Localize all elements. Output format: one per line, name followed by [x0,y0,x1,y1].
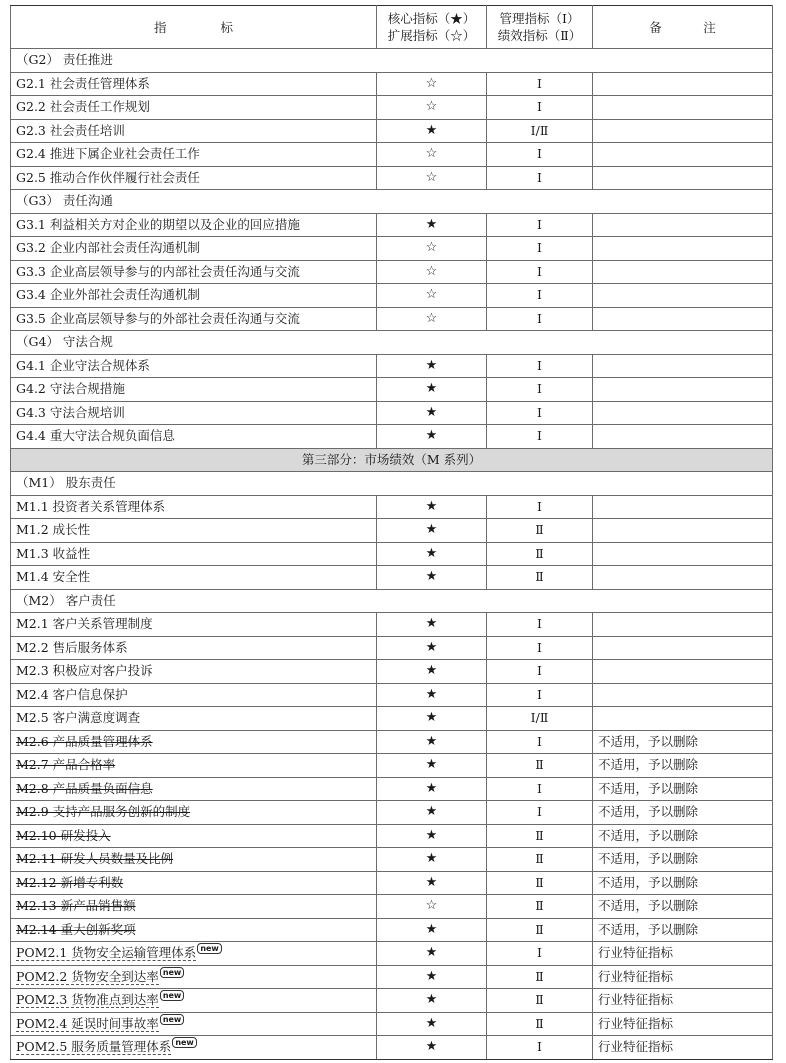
indicator-label: POM2.5 服务质量管理体系 [16,1039,172,1055]
indicator-cell [11,401,377,425]
note-cell [593,96,773,120]
table-row [11,307,773,331]
indicator-cell [11,72,377,96]
indicator-cell [11,237,377,261]
indicator-type-cell: Ⅰ [487,425,593,449]
indicator-type-cell: Ⅱ [487,542,593,566]
indicator-cell [11,801,377,825]
indicator-type-cell: Ⅱ [487,918,593,942]
indicator-type-cell: Ⅰ [487,284,593,308]
indicator-label: M1.2 成长性 [16,522,91,538]
indicator-type-cell: Ⅰ [487,495,593,519]
core-star-icon: ★ [377,566,487,590]
core-star-icon: ★ [377,1036,487,1060]
indicator-type-cell: Ⅱ [487,895,593,919]
table-row [11,777,773,801]
table-header-row [11,6,773,49]
header-core-label: 核心指标（★） [387,11,476,26]
table-row [11,378,773,402]
core-star-icon: ★ [377,871,487,895]
header-core-extended [377,6,487,49]
table-row [11,636,773,660]
note-cell: 不适用，予以删除 [593,801,773,825]
indicator-type-cell: Ⅱ [487,824,593,848]
indicator-type-cell: Ⅰ [487,213,593,237]
note-cell [593,660,773,684]
table-row [11,237,773,261]
indicator-label: M2.9 支持产品服务创新的制度 [16,804,191,820]
indicator-label: G3.4 企业外部社会责任沟通机制 [16,287,200,303]
core-star-icon: ★ [377,660,487,684]
extended-star-icon: ☆ [377,260,487,284]
table-row [11,942,773,966]
indicator-type-cell: Ⅰ/Ⅱ [487,707,593,731]
indicator-label: G3.1 利益相关方对企业的期望以及企业的回应措施 [16,216,300,232]
note-cell [593,683,773,707]
indicator-cell [11,425,377,449]
note-cell: 行业特征指标 [593,1036,773,1060]
table-row [11,918,773,942]
core-star-icon: ★ [377,801,487,825]
table-row [11,848,773,872]
core-star-icon: ★ [377,354,487,378]
extended-star-icon: ☆ [377,284,487,308]
indicator-cell [11,566,377,590]
indicator-label: M2.6 产品质量管理体系 [16,733,153,749]
indicator-label: G3.3 企业高层领导参与的内部社会责任沟通与交流 [16,263,300,279]
core-star-icon: ★ [377,495,487,519]
indicator-type-cell: Ⅰ [487,1036,593,1060]
indicator-label: POM2.2 货物安全到达率 [16,968,159,984]
core-star-icon: ★ [377,519,487,543]
header-extended-label: 扩展指标（☆） [387,28,476,43]
header-performance-label: 绩效指标（Ⅱ） [497,28,582,43]
header-indicator: 指 标 [11,6,377,49]
note-cell [593,425,773,449]
indicator-cell [11,895,377,919]
note-cell: 不适用，予以删除 [593,871,773,895]
core-star-icon: ★ [377,401,487,425]
table-row [11,1012,773,1036]
note-cell: 行业特征指标 [593,942,773,966]
table-body [11,49,773,1060]
note-cell [593,119,773,143]
section-header-row [11,331,773,355]
indicator-cell [11,965,377,989]
table-row [11,824,773,848]
indicator-type-cell: Ⅰ/Ⅱ [487,119,593,143]
indicator-type-cell: Ⅰ [487,636,593,660]
section-header-row [11,190,773,214]
extended-star-icon: ☆ [377,307,487,331]
indicator-label: M2.10 研发投入 [16,827,111,843]
table-row [11,683,773,707]
table-row [11,1036,773,1060]
indicator-cell [11,542,377,566]
section-header-row [11,472,773,496]
indicator-label: G4.3 守法合规培训 [16,404,125,420]
note-cell: 行业特征指标 [593,989,773,1013]
indicator-label: M2.7 产品合格率 [16,757,116,773]
indicator-label: G3.2 企业内部社会责任沟通机制 [16,240,200,256]
table-row [11,284,773,308]
indicator-cell [11,284,377,308]
note-cell [593,307,773,331]
indicator-cell [11,730,377,754]
indicator-label: POM2.4 延误时间事故率 [16,1015,159,1031]
extended-star-icon: ☆ [377,96,487,120]
indicator-cell [11,613,377,637]
indicator-type-cell: Ⅰ [487,143,593,167]
indicator-type-cell: Ⅰ [487,660,593,684]
indicator-type-cell: Ⅱ [487,965,593,989]
indicator-type-cell: Ⅰ [487,237,593,261]
table-row [11,801,773,825]
indicator-label: M2.14 重大创新奖项 [16,921,136,937]
indicator-cell [11,636,377,660]
table-row [11,566,773,590]
table-row [11,730,773,754]
indicator-cell [11,871,377,895]
indicator-label: POM2.3 货物准点到达率 [16,992,159,1008]
extended-star-icon: ☆ [377,166,487,190]
section-title: （G3） 责任沟通 [11,190,773,214]
indicator-cell [11,166,377,190]
table-row [11,660,773,684]
note-cell [593,566,773,590]
extended-star-icon: ☆ [377,237,487,261]
note-cell [593,354,773,378]
indicator-cell [11,683,377,707]
indicator-label: M2.13 新产品销售额 [16,898,136,914]
table-row [11,613,773,637]
note-cell [593,519,773,543]
section-title: （M1） 股东责任 [11,472,773,496]
new-badge-icon: new [160,1014,185,1025]
part-header-row [11,448,773,472]
indicator-cell [11,378,377,402]
core-star-icon: ★ [377,119,487,143]
core-star-icon: ★ [377,213,487,237]
indicator-type-cell: Ⅰ [487,613,593,637]
indicator-type-cell: Ⅱ [487,519,593,543]
part-title: 第三部分：市场绩效（M 系列） [11,448,773,472]
new-badge-icon: new [172,1037,197,1048]
indicator-label: G2.5 推动合作伙伴履行社会责任 [16,169,200,185]
core-star-icon: ★ [377,918,487,942]
indicator-label: G2.4 推进下属企业社会责任工作 [16,146,200,162]
core-star-icon: ★ [377,730,487,754]
note-cell [593,613,773,637]
indicator-type-cell: Ⅱ [487,848,593,872]
indicator-type-cell: Ⅰ [487,378,593,402]
indicator-type-cell: Ⅱ [487,754,593,778]
core-star-icon: ★ [377,754,487,778]
indicator-type-cell: Ⅰ [487,166,593,190]
note-cell [593,237,773,261]
core-star-icon: ★ [377,942,487,966]
section-header-row [11,49,773,73]
indicator-cell [11,942,377,966]
indicator-type-cell: Ⅰ [487,730,593,754]
core-star-icon: ★ [377,989,487,1013]
indicator-cell [11,754,377,778]
note-cell [593,401,773,425]
indicator-type-cell: Ⅱ [487,871,593,895]
table-row [11,754,773,778]
indicator-label: M1.1 投资者关系管理体系 [16,498,166,514]
indicator-label: M1.4 安全性 [16,569,91,585]
section-title: （G4） 守法合规 [11,331,773,355]
core-star-icon: ★ [377,613,487,637]
note-cell: 不适用，予以删除 [593,824,773,848]
indicator-label: M2.11 研发人员数量及比例 [16,851,174,867]
indicator-label: M2.5 客户满意度调查 [16,710,141,726]
indicator-cell [11,260,377,284]
indicator-label: M2.2 售后服务体系 [16,639,128,655]
note-cell: 不适用，予以删除 [593,777,773,801]
table-row [11,96,773,120]
note-cell: 不适用，予以删除 [593,848,773,872]
indicator-label: M2.4 客户信息保护 [16,686,128,702]
core-star-icon: ★ [377,777,487,801]
indicator-cell [11,495,377,519]
table-row [11,965,773,989]
indicator-type-cell: Ⅰ [487,96,593,120]
indicator-label: POM2.1 货物安全运输管理体系 [16,945,197,961]
indicator-label: G2.2 社会责任工作规划 [16,99,150,115]
indicator-label: G3.5 企业高层领导参与的外部社会责任沟通与交流 [16,310,300,326]
indicator-type-cell: Ⅰ [487,801,593,825]
table-row [11,707,773,731]
note-cell: 不适用，予以删除 [593,895,773,919]
indicator-cell [11,1036,377,1060]
indicator-cell [11,1012,377,1036]
header-management-performance [487,6,593,49]
core-star-icon: ★ [377,824,487,848]
extended-star-icon: ☆ [377,72,487,96]
extended-star-icon: ☆ [377,143,487,167]
header-note: 备 注 [593,6,773,49]
indicator-type-cell: Ⅰ [487,942,593,966]
indicator-type-cell: Ⅱ [487,566,593,590]
note-cell: 不适用，予以删除 [593,754,773,778]
indicator-label: G2.3 社会责任培训 [16,122,125,138]
indicator-label: G2.1 社会责任管理体系 [16,75,150,91]
indicator-cell [11,143,377,167]
core-star-icon: ★ [377,425,487,449]
new-badge-icon: new [160,990,185,1001]
indicator-type-cell: Ⅰ [487,777,593,801]
note-cell [593,636,773,660]
indicator-label: M1.3 收益性 [16,545,91,561]
header-management-label: 管理指标（Ⅰ） [499,11,580,26]
indicator-label: M2.1 客户关系管理制度 [16,616,153,632]
table-row [11,72,773,96]
table-row [11,260,773,284]
indicator-cell [11,213,377,237]
indicator-type-cell: Ⅰ [487,307,593,331]
indicator-cell [11,519,377,543]
core-star-icon: ★ [377,683,487,707]
indicator-type-cell: Ⅰ [487,260,593,284]
new-badge-icon: new [160,967,185,978]
table-row [11,166,773,190]
indicator-table [10,5,773,1060]
table-row [11,871,773,895]
table-row [11,213,773,237]
section-header-row [11,589,773,613]
core-star-icon: ★ [377,707,487,731]
core-star-icon: ★ [377,1012,487,1036]
core-star-icon: ★ [377,965,487,989]
core-star-icon: ★ [377,542,487,566]
indicator-cell [11,777,377,801]
table-row [11,143,773,167]
indicator-label: G4.1 企业守法合规体系 [16,357,150,373]
indicator-label: G4.2 守法合规措施 [16,381,125,397]
table-row [11,542,773,566]
note-cell [593,213,773,237]
indicator-cell [11,824,377,848]
extended-star-icon: ☆ [377,895,487,919]
note-cell: 行业特征指标 [593,965,773,989]
note-cell: 行业特征指标 [593,1012,773,1036]
indicator-cell [11,307,377,331]
core-star-icon: ★ [377,848,487,872]
section-title: （G2） 责任推进 [11,49,773,73]
note-cell [593,495,773,519]
indicator-label: G4.4 重大守法合规负面信息 [16,428,175,444]
note-cell [593,166,773,190]
new-badge-icon: new [197,943,222,954]
note-cell [593,72,773,96]
indicator-cell [11,918,377,942]
indicator-type-cell: Ⅰ [487,354,593,378]
table-row [11,119,773,143]
indicator-cell [11,989,377,1013]
table-row [11,989,773,1013]
indicator-type-cell: Ⅱ [487,989,593,1013]
note-cell [593,378,773,402]
indicator-cell [11,848,377,872]
section-title: （M2） 客户责任 [11,589,773,613]
indicator-cell [11,96,377,120]
note-cell: 不适用，予以删除 [593,918,773,942]
indicator-type-cell: Ⅰ [487,683,593,707]
note-cell [593,284,773,308]
note-cell [593,542,773,566]
table-row [11,401,773,425]
table-row [11,495,773,519]
note-cell [593,707,773,731]
indicator-cell [11,354,377,378]
table-row [11,425,773,449]
indicator-cell [11,707,377,731]
table-row [11,354,773,378]
table-row [11,519,773,543]
indicator-type-cell: Ⅱ [487,1012,593,1036]
note-cell: 不适用，予以删除 [593,730,773,754]
core-star-icon: ★ [377,636,487,660]
table-row [11,895,773,919]
note-cell [593,143,773,167]
indicator-label: M2.12 新增专利数 [16,874,124,890]
indicator-type-cell: Ⅰ [487,401,593,425]
indicator-cell [11,119,377,143]
indicator-cell [11,660,377,684]
note-cell [593,260,773,284]
indicator-label: M2.3 积极应对客户投诉 [16,663,153,679]
indicator-label: M2.8 产品质量负面信息 [16,780,153,796]
core-star-icon: ★ [377,378,487,402]
indicator-type-cell: Ⅰ [487,72,593,96]
